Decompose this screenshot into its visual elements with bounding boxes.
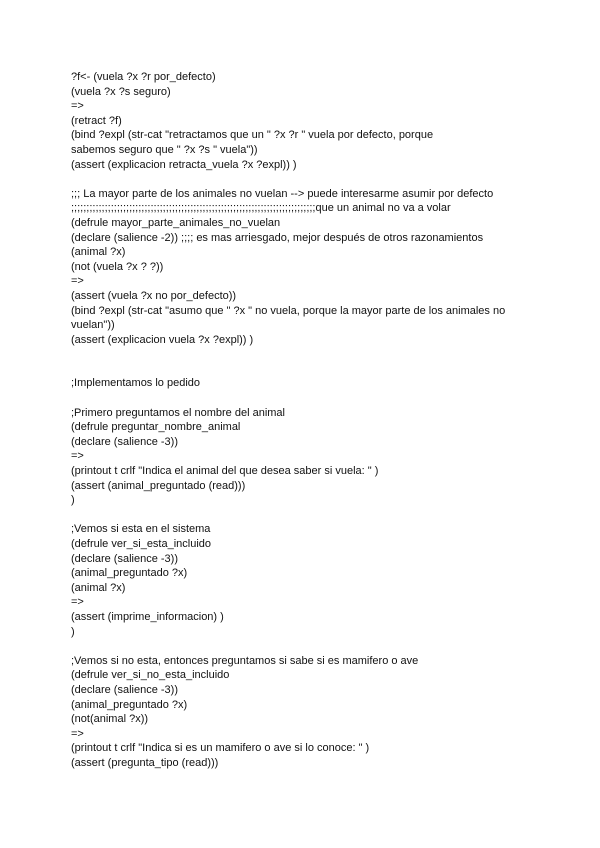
code-line: (assert (vuela ?x no por_defecto)) [71,289,237,302]
code-line: (declare (salience -2)) ;;;; es mas arriesgado, mejor después de otros razonamientos [71,231,484,244]
code-line: (vuela ?x ?s seguro) [71,85,171,98]
code-line: (printout t crlf "Indica si es un mamifero o ave si lo conoce: " ) [71,742,370,755]
code-line: => [71,596,84,609]
blank-line [71,362,541,377]
code-line: ;Vemos si esta en el sistema [71,523,211,536]
code-line: (animal ?x) [71,246,126,259]
code-line: (not(animal ?x)) [71,713,149,726]
blank-line [71,639,541,654]
blank-line [71,172,541,187]
code-line: (assert (explicacion vuela ?x ?expl)) ) [71,333,254,346]
code-line: sabemos seguro que " ?x ?s " vuela")) [71,143,258,156]
code-line: ;Implementamos lo pedido [71,377,201,390]
blank-line [71,508,541,523]
code-listing [71,70,541,771]
code-line: (animal ?x) [71,581,126,594]
code-line: (animal_preguntado ?x) [71,567,188,580]
code-line: ;;;;;;;;;;;;;;;;;;;;;;;;;;;;;;;;;;;;;;;;;;;;;;;;;;;;;;;;;;;;;;;;;;;;;;;;;;;;;;;;que un animal no va a volar [71,202,451,215]
code-line: (defrule preguntar_nombre_animal [71,421,241,434]
code-line: (bind ?expl (str-cat "retractamos que un " ?x ?r " vuela por defecto, porque [71,129,434,142]
code-line: => [71,100,84,113]
blank-line [71,391,541,406]
code-line: (declare (salience -3)) [71,683,178,696]
code-line: (assert (animal_preguntado (read))) [71,479,246,492]
code-line: vuelan")) [71,319,115,332]
code-line: (retract ?f) [71,114,122,127]
code-line: => [71,727,84,740]
code-line: (defrule mayor_parte_animales_no_vuelan [71,216,281,229]
code-line: (assert (imprime_informacion) ) [71,610,224,623]
code-line: (assert (explicacion retracta_vuela ?x ?expl)) ) [71,158,297,171]
code-line: (printout t crlf "Indica el animal del que desea saber si vuela: " ) [71,465,379,478]
code-line: ) [71,625,75,638]
blank-line [71,347,541,362]
code-line: (bind ?expl (str-cat "asumo que " ?x " no vuela, porque la mayor parte de los animales no [71,304,506,317]
code-line: ?f<- (vuela ?x ?r por_defecto) [71,71,216,83]
code-line: (declare (salience -3)) [71,552,178,565]
code-line: ) [71,494,75,507]
code-line: (defrule ver_si_esta_incluido [71,538,212,550]
code-line: (assert (pregunta_tipo (read))) [71,756,219,769]
code-line: => [71,275,84,288]
code-line: (animal_preguntado ?x) [71,698,188,711]
code-line: (defrule ver_si_no_esta_incluido [71,669,230,682]
code-line: ;;; La mayor parte de los animales no vuelan --> puede interesarme asumir por defecto [71,187,494,200]
code-line: (not (vuela ?x ? ?)) [71,260,164,273]
code-line: (declare (salience -3)) [71,435,178,448]
code-line: ;Primero preguntamos el nombre del animal [71,406,285,419]
code-line: ;Vemos si no esta, entonces preguntamos si sabe si es mamifero o ave [71,654,419,667]
code-line: => [71,450,84,463]
